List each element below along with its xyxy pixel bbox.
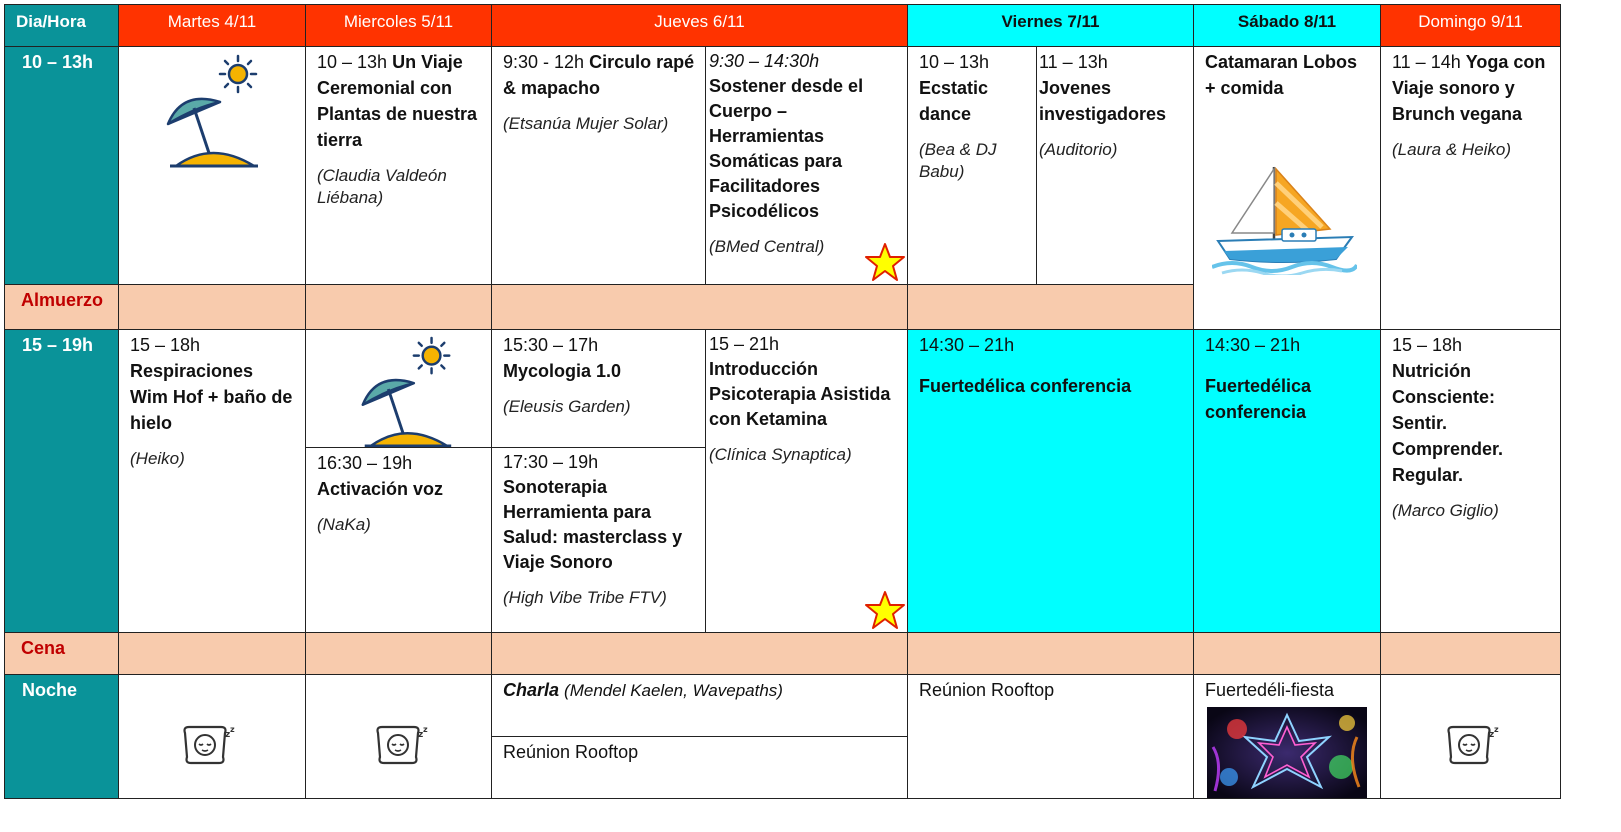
row-label-dinner: Cena xyxy=(4,632,119,675)
night-thu-bottom-cell xyxy=(491,736,908,799)
dinner-tue-cell xyxy=(118,632,306,675)
event-title: Fuertedéli-fiesta xyxy=(1205,680,1335,700)
header-thu: Jueves 6/11 xyxy=(491,4,908,47)
sleeping-pillow-icon xyxy=(1445,723,1501,767)
svg-text:z: z xyxy=(1494,725,1499,734)
event-title: Reúnion Rooftop xyxy=(919,680,1055,700)
lunch-fri-cell xyxy=(907,284,1194,330)
event-title: Activación voz xyxy=(317,479,444,499)
event-host: (Eleusis Garden) xyxy=(503,397,631,416)
svg-text:z: z xyxy=(230,725,235,734)
event-title: Ecstatic dance xyxy=(919,78,989,124)
svg-text:z: z xyxy=(1489,730,1495,740)
event-host: (High Vibe Tribe FTV) xyxy=(503,588,667,607)
afternoon-wed-b-cell xyxy=(305,447,492,633)
star-icon xyxy=(863,590,907,630)
event-title: Fuertedélica conferencia xyxy=(1205,376,1312,422)
sleeping-pillow-icon xyxy=(181,723,237,767)
event-time: 11 – 13h xyxy=(1039,52,1108,72)
morning-sun-cell xyxy=(1380,46,1561,330)
afternoon-thu-a1-cell xyxy=(491,329,706,448)
dinner-fri-cell xyxy=(907,632,1194,675)
lunch-wed-cell xyxy=(305,284,492,330)
morning-fri-b-cell xyxy=(1036,46,1194,285)
afternoon-thu-a2-cell xyxy=(491,447,706,633)
event-title: Catamaran Lobos + comida xyxy=(1205,52,1358,98)
event-title: Charla xyxy=(503,680,560,700)
event-text xyxy=(503,52,694,98)
event-host: (Claudia Valdeón Liébana) xyxy=(317,166,447,207)
sleeping-pillow-icon xyxy=(374,723,430,767)
event-title: Un Viaje Ceremonial con Plantas de nuestra tierra xyxy=(317,52,478,150)
event-title: Introducción Psicoterapia Asistida con Ketamina xyxy=(709,359,891,429)
dinner-sun-cell xyxy=(1380,632,1561,675)
morning-fri-a-cell xyxy=(907,46,1037,285)
svg-text:z: z xyxy=(423,725,428,734)
afternoon-fri-cell xyxy=(907,329,1194,633)
morning-thu-a-cell xyxy=(491,46,706,285)
event-title: Reúnion Rooftop xyxy=(503,742,639,762)
night-fri-cell xyxy=(907,674,1194,799)
event-time: 15 – 18h xyxy=(130,335,201,355)
event-time: 10 – 13h xyxy=(919,52,990,72)
row-label-lunch: Almuerzo xyxy=(4,284,119,330)
event-title: Yoga con Viaje sonoro y Brunch vegana xyxy=(1392,52,1546,124)
afternoon-tue-cell xyxy=(118,329,306,633)
morning-thu-b-cell xyxy=(705,46,908,285)
night-sun-cell xyxy=(1380,674,1561,799)
dinner-thu-cell xyxy=(491,632,908,675)
event-time: 15 – 21h xyxy=(709,334,780,354)
beach-umbrella-icon xyxy=(164,52,260,168)
event-title: Circulo rapé & mapacho xyxy=(503,52,695,98)
event-host: (NaKa) xyxy=(317,515,371,534)
star-icon xyxy=(863,242,907,282)
lunch-tue-cell xyxy=(118,284,306,330)
sailboat-icon xyxy=(1212,163,1357,275)
morning-tue-cell xyxy=(118,46,306,285)
event-host: (Mendel Kaelen, Wavepaths) xyxy=(564,681,783,700)
event-title: Jovenes investigadores xyxy=(1039,78,1167,124)
event-time: 17:30 – 19h xyxy=(503,452,599,472)
event-host: (Clínica Synaptica) xyxy=(709,445,852,464)
event-time: 14:30 – 21h xyxy=(919,335,1015,355)
header-corner: Dia/Hora xyxy=(4,4,119,47)
event-title: Fuertedélica conferencia xyxy=(919,376,1132,396)
event-host: (Etsanúa Mujer Solar) xyxy=(503,114,669,133)
event-text xyxy=(1392,52,1545,124)
event-host: (Laura & Heiko) xyxy=(1392,140,1512,159)
night-sat-cell xyxy=(1193,674,1381,799)
party-lights-image xyxy=(1207,707,1367,799)
row-label-afternoon: 15 – 19h xyxy=(4,329,119,633)
night-tue-cell xyxy=(118,674,306,799)
afternoon-sun-cell xyxy=(1380,329,1561,633)
event-time: 14:30 – 21h xyxy=(1205,335,1301,355)
event-host: (Heiko) xyxy=(130,449,185,468)
header-wed: Miercoles 5/11 xyxy=(305,4,492,47)
event-title: Sostener desde el Cuerpo – Herramientas Somáticas para Facilitadores Psicodélicos xyxy=(709,76,864,221)
afternoon-wed-a-cell xyxy=(305,329,492,448)
header-sun: Domingo 9/11 xyxy=(1380,4,1561,47)
row-label-morning: 10 – 13h xyxy=(4,46,119,285)
event-title: Sonoterapia Herramienta para Salud: masterclass y Viaje Sonoro xyxy=(503,477,683,572)
morning-wed-cell xyxy=(305,46,492,285)
dinner-wed-cell xyxy=(305,632,492,675)
header-tue: Martes 4/11 xyxy=(118,4,306,47)
header-fri: Viernes 7/11 xyxy=(907,4,1194,47)
event-title: Respiraciones Wim Hof + baño de hielo xyxy=(130,361,293,433)
event-host: (BMed Central) xyxy=(709,237,825,256)
beach-umbrella-icon xyxy=(358,334,454,448)
event-host: (Bea & DJ Babu) xyxy=(919,140,997,181)
svg-text:z: z xyxy=(225,730,231,740)
svg-text:z: z xyxy=(418,730,424,740)
afternoon-thu-b-cell xyxy=(705,329,908,633)
event-time: 11 – 14h xyxy=(1392,52,1461,72)
night-wed-cell xyxy=(305,674,492,799)
event-title: Nutrición Consciente: Sentir. Comprender. Regular. xyxy=(1392,361,1504,485)
event-time: 16:30 – 19h xyxy=(317,453,413,473)
header-sat: Sábado 8/11 xyxy=(1193,4,1381,47)
dinner-sat-cell xyxy=(1193,632,1381,675)
afternoon-sat-cell xyxy=(1193,329,1381,633)
row-label-night: Noche xyxy=(4,674,119,799)
event-time: 15 – 18h xyxy=(1392,335,1463,355)
event-time: 10 – 13h xyxy=(317,52,388,72)
event-title: Mycologia 1.0 xyxy=(503,361,622,381)
lunch-thu-cell xyxy=(491,284,908,330)
morning-sat-cell xyxy=(1193,46,1381,330)
event-time: 9:30 - 12h xyxy=(503,52,585,72)
night-thu-top-cell xyxy=(491,674,908,737)
event-text xyxy=(317,52,477,150)
event-host: (Auditorio) xyxy=(1039,140,1118,159)
event-time: 15:30 – 17h xyxy=(503,335,599,355)
event-time: 9:30 – 14:30h xyxy=(709,51,820,71)
event-host: (Marco Giglio) xyxy=(1392,501,1499,520)
